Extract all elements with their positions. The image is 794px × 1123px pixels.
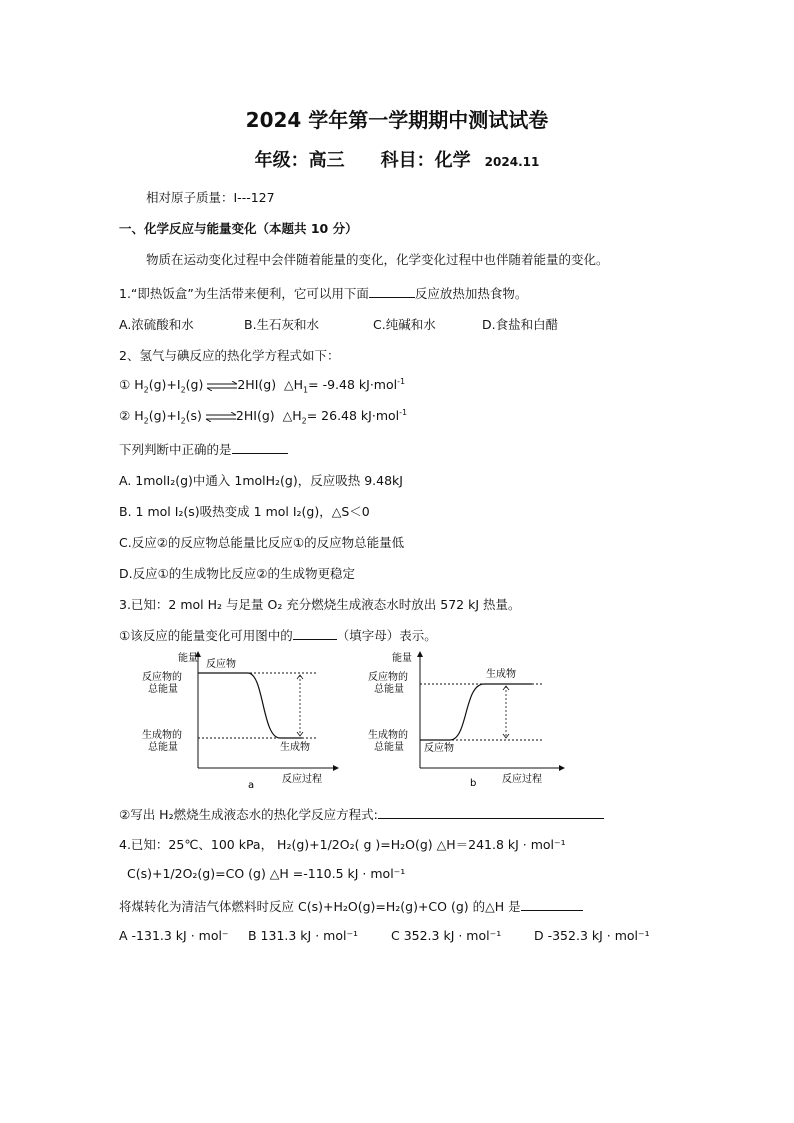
grade-label: 年级：高三 <box>254 150 345 171</box>
question-2-option-b: B. 1 mol I₂(s)吸热变成 1 mol I₂(g)，△S＜0 <box>119 504 370 519</box>
question-2-stem: 2、氢气与碘反应的热化学方程式如下： <box>119 348 340 363</box>
question-4-option-c: C 352.3 kJ · mol⁻¹ <box>391 928 502 943</box>
upper-label: 反应物的 <box>368 672 408 683</box>
answer-blank[interactable] <box>369 285 415 298</box>
equation-2: ② $H_2(g)+I_2(s)$ 2HI(g) $\triangle H_2= 26.48$ kJ·mol$^{-1}$ <box>119 408 408 426</box>
question-2-judge: 下列判断中正确的是 <box>119 440 288 458</box>
end-label: 生成物 <box>280 742 310 753</box>
lower-label: 总能量 <box>374 742 404 753</box>
exam-title: 2024 学年第一学期期中测试试卷 <box>245 108 549 132</box>
question-4-ask: 将煤转化为清洁气体燃料时反应 C(s)+H₂O(g)=H₂(g)+CO (g) 的△H 是 <box>119 897 583 915</box>
diagram-caption: a <box>248 780 255 790</box>
subject-label: 科目：化学 <box>380 150 471 171</box>
energy-diagram-a <box>140 648 345 790</box>
y-axis-label: 能量 <box>178 653 198 664</box>
section-heading: 一、化学反应与能量变化（本题共 10 分） <box>119 221 358 236</box>
reaction-curve <box>420 684 532 740</box>
question-3-stem: 3.已知：2 mol H₂ 与足量 O₂ 充分燃烧生成液态水时放出 572 kJ 热量。 <box>119 597 521 612</box>
start-label: 反应物 <box>206 659 236 670</box>
answer-blank[interactable] <box>521 898 583 911</box>
exam-date: 2024.11 <box>484 155 540 169</box>
question-1-stem: 1.“即热饭盒”为生活带来便利，它可以用下面 反应放热加热食物。 <box>119 286 528 301</box>
question-4-equation: C(s)+1/2O₂(g)=CO (g) △H =-110.5 kJ · mol⁻¹ <box>127 866 406 881</box>
start-label: 反应物 <box>424 743 454 754</box>
exam-subtitle <box>0 146 794 172</box>
question-4-stem: 4.已知：25℃、100 kPa， H₂(g)+1/2O₂( g )=H₂O(g) △H＝241.8 kJ · mol⁻¹ <box>119 837 566 852</box>
upper-label: 总能量 <box>148 684 178 695</box>
question-3-part-2: ②写出 H₂燃烧生成液态水的热化学反应方程式: <box>119 805 604 823</box>
answer-blank[interactable] <box>378 806 604 819</box>
reaction-curve <box>198 673 302 738</box>
lower-label: 总能量 <box>148 742 178 753</box>
upper-label: 反应物的 <box>142 672 182 683</box>
diagram-caption: b <box>470 778 477 789</box>
equilibrium-arrow-icon <box>205 381 239 391</box>
end-label: 生成物 <box>486 669 516 680</box>
question-1-option-b: B.生石灰和水 <box>244 317 320 332</box>
energy-diagram-b <box>366 648 571 790</box>
question-2-option-d: D.反应①的生成物比反应②的生成物更稳定 <box>119 566 356 581</box>
equilibrium-arrow-icon <box>204 412 238 422</box>
lower-label: 生成物的 <box>368 730 408 741</box>
lower-label: 生成物的 <box>142 730 182 741</box>
x-axis-label: 反应过程 <box>502 774 542 785</box>
x-axis-label: 反应过程 <box>282 774 322 785</box>
question-2-option-a: A. 1molI₂(g)中通入 1molH₂(g)，反应吸热 9.48kJ <box>119 473 403 488</box>
atomic-mass: 相对原子质量：I---127 <box>146 190 275 205</box>
question-3-part-1: ①该反应的能量变化可用图中的 （填字母）表示。 <box>119 628 437 643</box>
question-4-option-d: D -352.3 kJ · mol⁻¹ <box>534 928 650 943</box>
question-2-option-c: C.反应②的反应物总能量比反应①的反应物总能量低 <box>119 535 405 550</box>
upper-label: 总能量 <box>374 684 404 695</box>
y-axis-label: 能量 <box>392 653 412 664</box>
equation-1: ① $H_2(g)+I_2(g)$ 2HI(g) $\triangle H_1= -9.48$ kJ·mol$^{-1}$ <box>119 377 406 395</box>
answer-blank[interactable] <box>232 441 288 454</box>
answer-blank[interactable] <box>293 627 337 640</box>
section-intro: 物质在运动变化过程中会伴随着能量的变化，化学变化过程中也伴随着能量的变化。 <box>146 252 609 267</box>
question-1-option-c: C.纯碱和水 <box>373 317 436 332</box>
question-4-option-b: B 131.3 kJ · mol⁻¹ <box>248 928 359 943</box>
question-4-option-a: A -131.3 kJ · mol⁻ <box>119 928 229 943</box>
question-1-option-a: A.浓硫酸和水 <box>119 317 194 332</box>
question-1-option-d: D.食盐和白醋 <box>482 317 559 332</box>
